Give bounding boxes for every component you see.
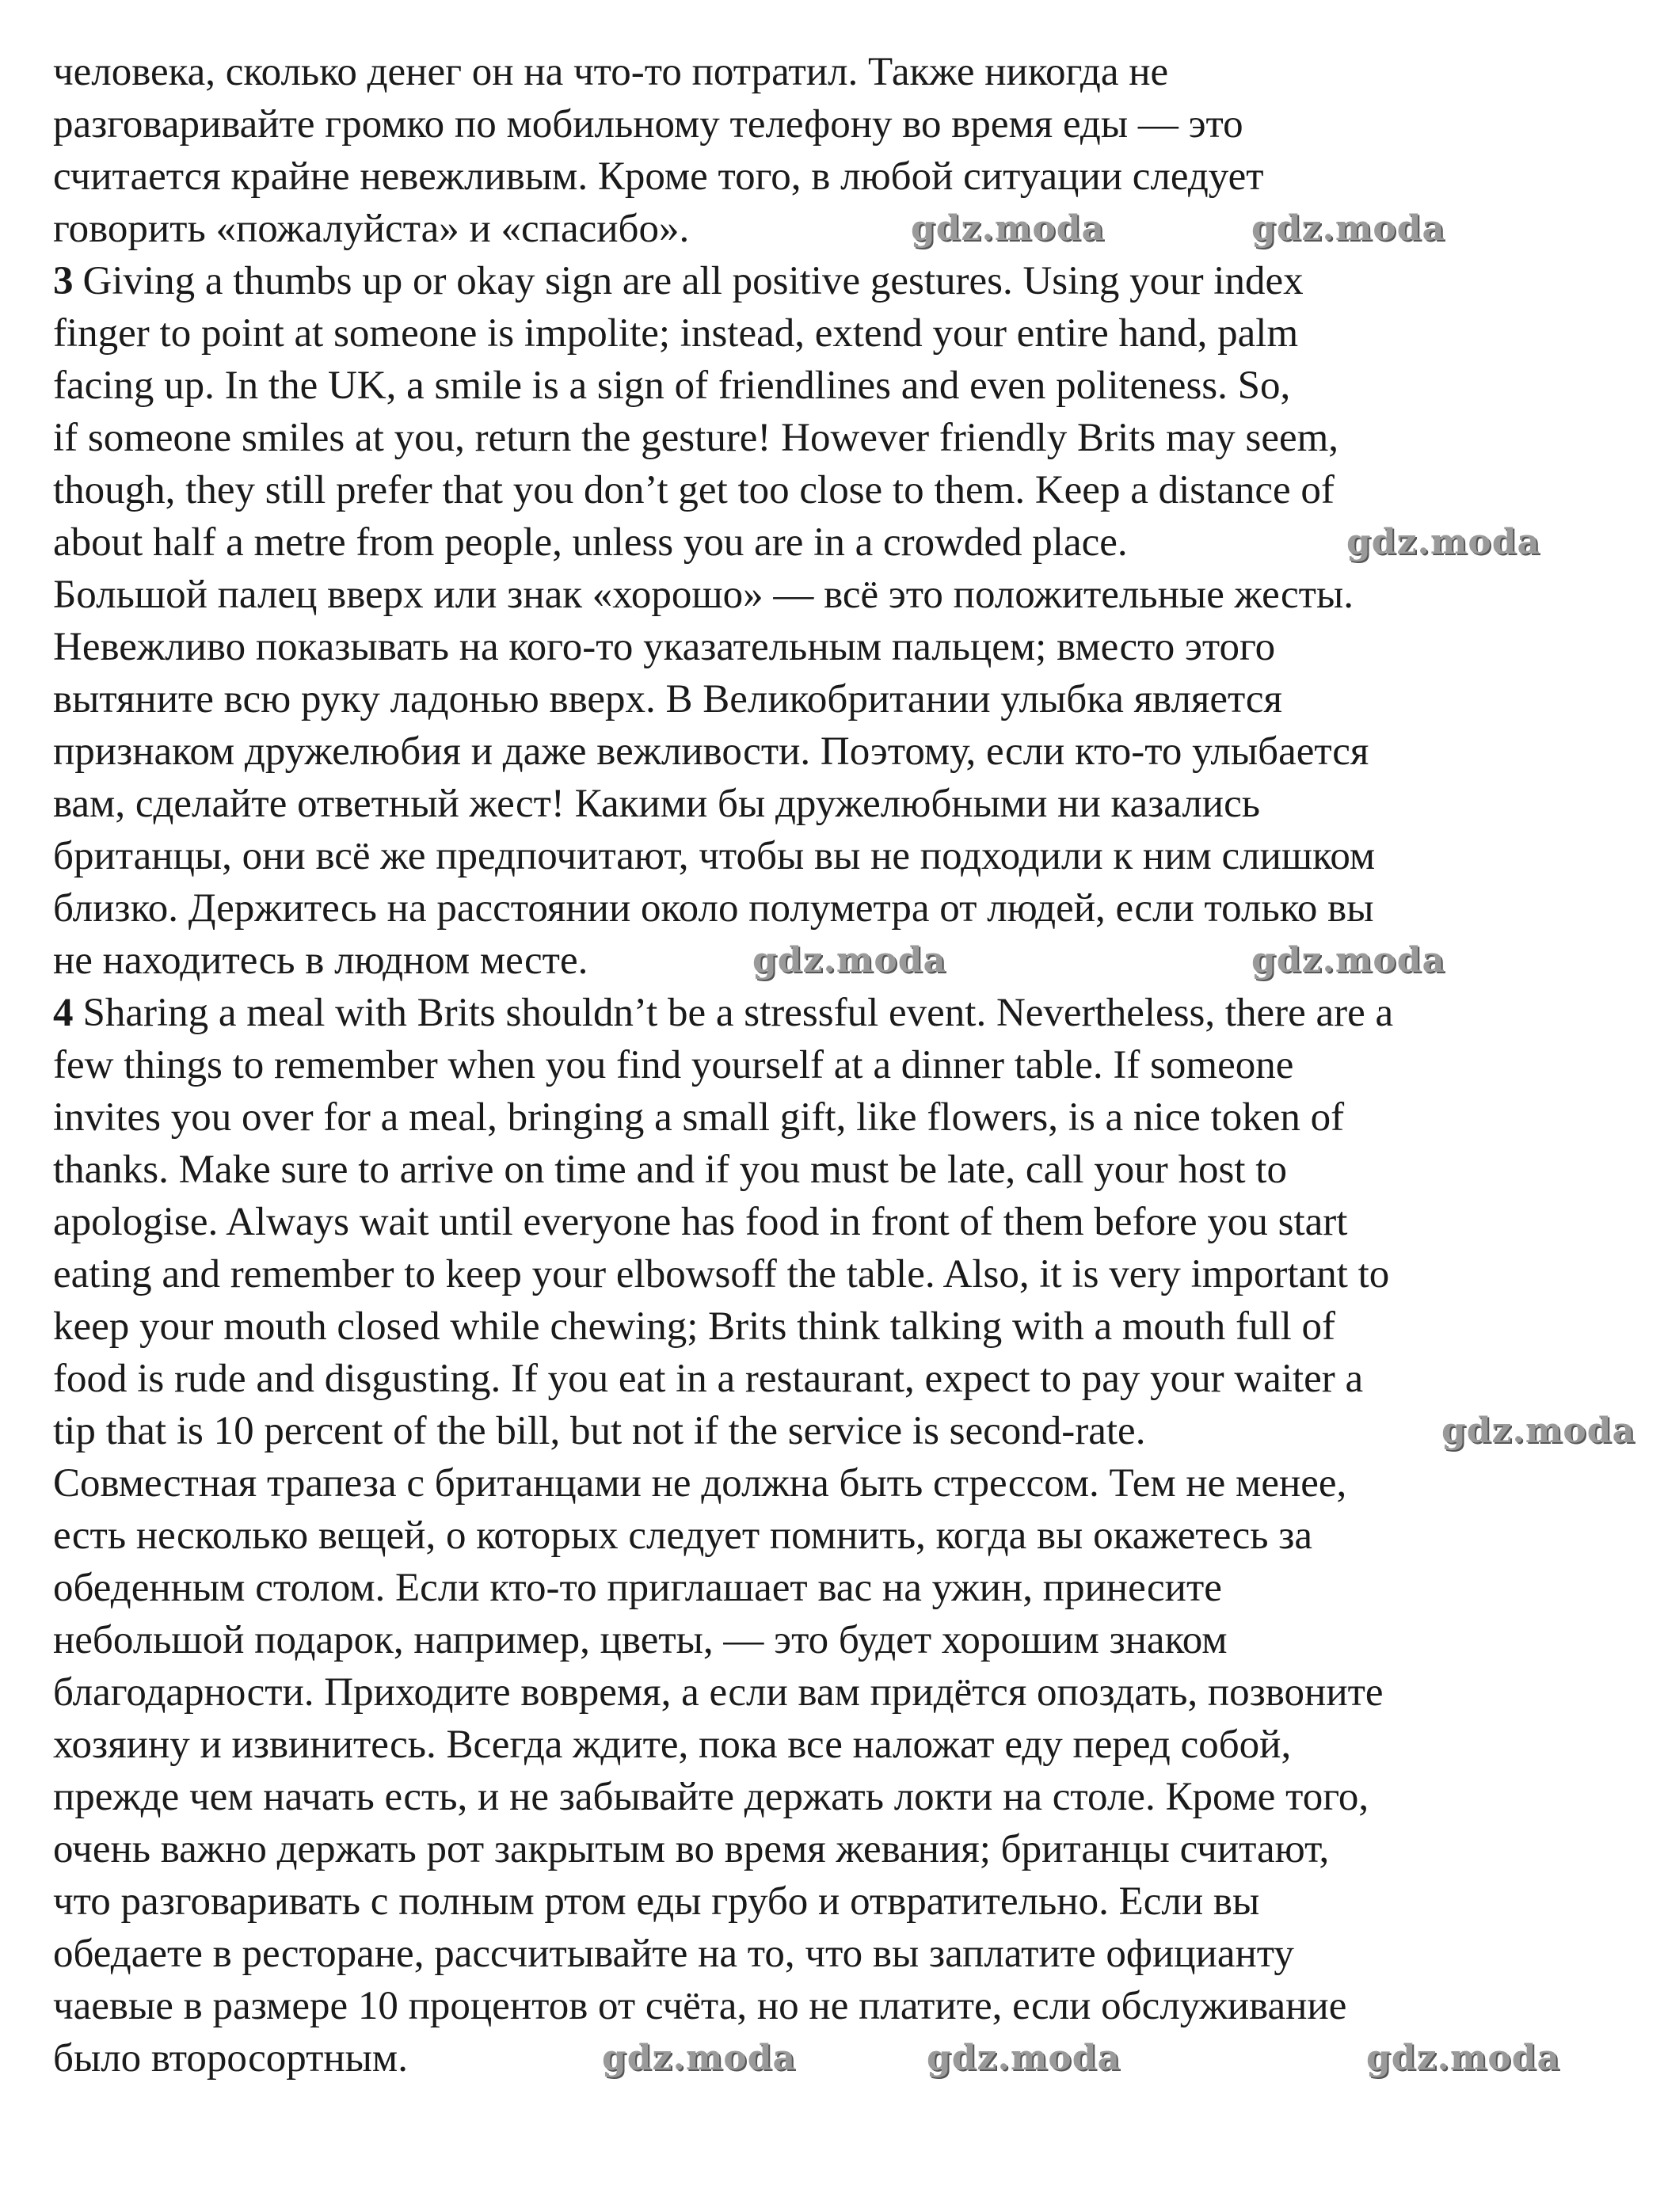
text-line: [53, 1144, 1287, 1196]
text-line: [53, 150, 1264, 203]
text-line: [53, 1928, 1294, 1980]
text-line: [53, 1875, 1259, 1928]
text-line: [53, 673, 1282, 725]
line-text: признаком дружелюбия и даже вежливости. Поэтому, если кто-то улыбается: [53, 729, 1369, 774]
text-line: [53, 1248, 1389, 1300]
text-line: [53, 1510, 1312, 1562]
line-text: обедаете в ресторане, рассчитывайте на то, что вы заплатите официанту: [53, 1932, 1294, 1976]
line-text: есть несколько вещей, о которых следует помнить, когда вы окажетесь за: [53, 1513, 1313, 1558]
text-line: [53, 1300, 1335, 1353]
line-text: invites you over for a meal, bringing a small gift, like flowers, is a nice token of: [53, 1095, 1345, 1140]
text-line: [53, 882, 1374, 935]
line-text: прежде чем начать есть, и не забывайте держать локти на столе. Кроме того,: [53, 1775, 1369, 1819]
watermark: gdz.moda: [911, 208, 1106, 249]
text-line: [53, 1405, 1145, 1457]
watermark: gdz.moda: [1441, 1411, 1636, 1451]
line-text: Sharing a meal with Brits shouldn’t be a stressful event. Nevertheless, there are a: [82, 991, 1394, 1035]
line-text: thanks. Make sure to arrive on time and if you must be late, call your host to: [53, 1148, 1287, 1192]
line-text: британцы, они всё же предпочитают, чтобы вы не подходили к ним слишком: [53, 834, 1376, 878]
text-line: [53, 621, 1275, 673]
watermark: gdz.moda: [1366, 2038, 1561, 2078]
line-text: вытяните всю руку ладонью вверх. В Великобритании улыбка является: [53, 677, 1283, 721]
text-line: [53, 1980, 1346, 2032]
line-text: Большой палец вверх или знак «хорошо» — всё это положительные жесты.: [53, 573, 1354, 617]
text-line: [53, 1457, 1346, 1510]
watermark: gdz.moda: [1251, 208, 1446, 249]
line-text: tip that is 10 percent of the bill, but not if the service is second-rate.: [53, 1409, 1146, 1453]
line-text: though, they still prefer that you don’t get too close to them. Keep a distance of: [53, 468, 1335, 512]
text-line: [53, 725, 1369, 778]
text-line: [53, 307, 1298, 360]
line-text: keep your mouth closed while chewing; Brits think talking with a mouth full of: [53, 1304, 1336, 1349]
watermark: gdz.moda: [1251, 940, 1446, 980]
line-text: вам, сделайте ответный жест! Какими бы дружелюбными ни казались: [53, 782, 1260, 826]
section-number: 4: [53, 991, 74, 1035]
line-text: eating and remember to keep your elbowsoff the table. Also, it is very important to: [53, 1252, 1390, 1296]
line-text: Giving a thumbs up or okay sign are all positive gestures. Using your index: [82, 259, 1304, 303]
line-text: обеденным столом. Если кто-то приглашает вас на ужин, принесите: [53, 1566, 1222, 1610]
line-text: facing up. In the UK, a smile is a sign of friendlines and even politeness. So,: [53, 364, 1291, 408]
section-number: 3: [53, 259, 74, 303]
line-text: Совместная трапеза с британцами не должна быть стрессом. Тем не менее,: [53, 1461, 1347, 1506]
text-line: [53, 987, 1393, 1039]
line-text: считается крайне невежливым. Кроме того, в любой ситуации следует: [53, 154, 1264, 199]
text-line: [53, 2032, 408, 2084]
text-line: [53, 1823, 1329, 1875]
text-line: [53, 569, 1354, 621]
text-line: [53, 516, 1128, 569]
text-line: [53, 830, 1375, 882]
line-text: хозяину и извинитесь. Всегда ждите, пока все наложат еду перед собой,: [53, 1723, 1292, 1767]
text-line: [53, 1091, 1344, 1144]
line-text: человека, сколько денег он на что-то потратил. Также никогда не: [53, 50, 1169, 94]
line-text: apologise. Always wait until everyone has food in front of them before you start: [53, 1200, 1348, 1244]
line-text: Невежливо показывать на кого-то указательным пальцем; вместо этого: [53, 625, 1276, 669]
text-line: [53, 1719, 1291, 1771]
text-line: [53, 1614, 1228, 1666]
text-line: [53, 46, 1168, 98]
line-text: finger to point at someone is impolite; instead, extend your entire hand, palm: [53, 311, 1299, 356]
text-line: [53, 255, 1304, 307]
text-line: [53, 778, 1260, 830]
line-text: if someone smiles at you, return the gesture! However friendly Brits may seem,: [53, 416, 1339, 460]
watermark: gdz.moda: [927, 2038, 1121, 2078]
text-line: [53, 1196, 1347, 1248]
line-text: было второсортным.: [53, 2036, 408, 2081]
line-text: few things to remember when you find yourself at a dinner table. If someone: [53, 1043, 1294, 1087]
document-body: [53, 46, 1393, 2084]
text-line: [53, 464, 1335, 516]
line-text: близко. Держитесь на расстоянии около полуметра от людей, если только вы: [53, 886, 1374, 931]
text-line: [53, 1353, 1363, 1405]
text-line: [53, 1562, 1222, 1614]
text-line: [53, 1771, 1369, 1823]
watermark: gdz.moda: [1346, 522, 1541, 562]
line-text: разговаривайте громко по мобильному телефону во время еды — это: [53, 102, 1243, 147]
watermark: gdz.moda: [752, 940, 947, 980]
line-text: не находитесь в людном месте.: [53, 938, 588, 983]
line-text: говорить «пожалуйста» и «спасибо».: [53, 207, 690, 251]
text-line: [53, 203, 689, 255]
line-text: что разговаривать с полным ртом еды грубо и отвратительно. Если вы: [53, 1879, 1260, 1924]
text-line: [53, 360, 1290, 412]
text-line: [53, 412, 1338, 464]
text-line: [53, 935, 588, 987]
line-text: about half a metre from people, unless you are in a crowded place.: [53, 520, 1128, 565]
text-line: [53, 1039, 1293, 1091]
line-text: чаевые в размере 10 процентов от счёта, но не платите, если обслуживание: [53, 1984, 1347, 2028]
line-text: небольшой подарок, например, цветы, — это будет хорошим знаком: [53, 1618, 1228, 1662]
line-text: благодарности. Приходите вовремя, а если вам придётся опоздать, позвоните: [53, 1670, 1384, 1715]
text-line: [53, 1666, 1384, 1719]
watermark: gdz.moda: [602, 2038, 797, 2078]
text-line: [53, 98, 1243, 150]
line-text: очень важно держать рот закрытым во время жевания; британцы считают,: [53, 1827, 1330, 1871]
line-text: food is rude and disgusting. If you eat in a restaurant, expect to pay your waiter a: [53, 1357, 1364, 1401]
